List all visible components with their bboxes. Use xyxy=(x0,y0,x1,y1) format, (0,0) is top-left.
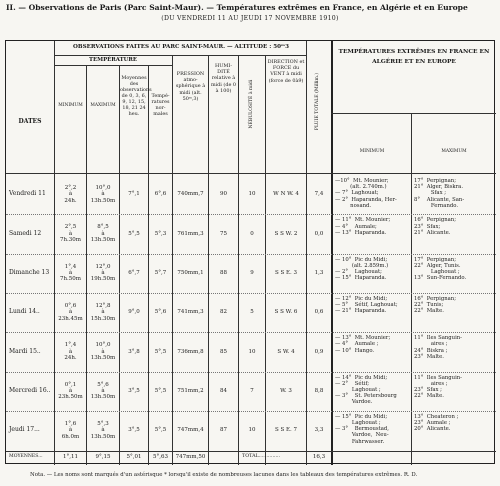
cell-emin: — 10° Pic du Midi; (alt. 2.859m.) — 2° Laghouat; — 15° Haparanda. xyxy=(335,256,389,282)
cell-emax: 11° Iles Sanguin- aires ; 23° Sfax ; 22° Malte. xyxy=(414,374,462,400)
col-divider xyxy=(172,55,173,465)
cell-max: 5°,3 à 13h.50m xyxy=(90,420,116,440)
cell-min: 2°,5 à 7h.30m xyxy=(59,224,81,244)
cell-neb: 0 xyxy=(250,230,254,237)
moyenne-norm: 5°,63 xyxy=(153,454,168,460)
page-subtitle: (DU VENDREDI 11 AU JEUDI 17 NOVEMBRE 1910) xyxy=(161,15,339,22)
header-observations: OBSERVATIONS FAITES AU PARC SAINT-MAUR. — ALTITUDE : 50ᵐ3 xyxy=(72,44,290,50)
cell-date: Samedi 12 xyxy=(9,229,42,237)
header-humidite: HUMI-DITÉ relative à midi (de 0 à 100) xyxy=(210,63,237,94)
row-separator xyxy=(6,254,496,255)
cell-emax: 17° Perpignan; 22° Alger, Tunis. Laghouat ; 13° Sun-Fernando. xyxy=(414,256,467,282)
page-title: II. — Observations de Paris (Parc Saint-Maur). — Températures extrêmes en France, en Algérie et en Europe xyxy=(6,3,468,12)
header-normales: Tempé-ratures nor-males xyxy=(151,93,170,117)
cell-hum: 90 xyxy=(220,191,227,198)
cell-emin: — 13° Mt. Mounier; — 4° Aumale ; — 10° Hango. xyxy=(335,335,391,354)
cell-vent: S S E. 7 xyxy=(274,427,298,434)
col-divider xyxy=(119,65,120,465)
cell-min: 1°,4 à 24h. xyxy=(64,342,77,362)
cell-neb: 9 xyxy=(250,270,254,277)
footnote: Nota. — Les noms sont marqués d'un astérisque * lorsqu'il existe de nombreuses lacunes dans les tableaux des températures extrêmes. R. D. xyxy=(30,472,418,478)
cell-max: 10°,0 à 13h.50m xyxy=(90,342,116,362)
col-divider xyxy=(238,55,239,465)
cell-emin: — 11° Mt. Mounier; — 4° Aumale; — 13° Haparanda. xyxy=(335,217,391,236)
cell-press: 750mm,1 xyxy=(177,270,204,277)
cell-emax: 17° Perpignan; 21° Alger, Biskra. Sfax ; 8° Alicante, San- Fernando. xyxy=(414,178,465,209)
cell-emin: — 12° Pic du Midi; — 5° Sétif, Laghouat; — 21° Haparanda. xyxy=(335,295,398,315)
cell-vent: S S W. 6 xyxy=(274,309,298,316)
header-moyennes: Moyennes des observations de 0, 3, 6, 9, 12, 15, 18, 21 24 heu. xyxy=(120,75,152,117)
row-divider xyxy=(331,113,496,114)
cell-hum: 75 xyxy=(220,230,227,237)
moyenne-min: 1°,11 xyxy=(63,454,78,460)
row-divider xyxy=(6,451,496,452)
cell-max: 8°,5 à 13h.50m xyxy=(90,224,116,244)
cell-neb: 7 xyxy=(250,387,254,394)
cell-date: Dimanche 13 xyxy=(9,269,50,277)
total-label: TOTAL.............. xyxy=(242,454,281,459)
cell-norm: 5°,7 xyxy=(154,270,167,277)
moyenne-press: 747mm,50 xyxy=(175,454,206,460)
cell-emin: — 15° Pic du Midi; Laghouat ; — 3° Bermoustad, Vardoe, Neu- Fahrwasser. xyxy=(335,413,389,445)
header-pression: PRESSION atmo-sphérique à midi (alt. 50ᵐ,3) xyxy=(175,71,206,102)
row-separator xyxy=(6,411,496,412)
cell-hum: 88 xyxy=(220,270,227,277)
moyenne-max: 9°,15 xyxy=(95,454,111,460)
cell-emin: —10° Mt. Mounier; (alt. 2.740m.) — 7° Laghouat; — 2° Haparanda, Her- nosand. xyxy=(335,178,397,209)
cell-date: Mardi 15.. xyxy=(9,347,41,355)
cell-emax: 16° Perpignan; 22° Tunis; 22° Malte. xyxy=(414,295,456,315)
cell-hum: 82 xyxy=(220,309,227,316)
cell-pluie: 7,4 xyxy=(314,191,324,198)
row-separator xyxy=(6,372,496,373)
cell-min: 0°,1 à 23h.50m xyxy=(58,381,83,401)
cell-max: 10°,0 à 13h.50m xyxy=(90,185,116,204)
row-separator xyxy=(6,332,496,333)
cell-moy: 9°,0 xyxy=(128,309,140,316)
cell-min: 1°,6 à 6h.0m xyxy=(61,420,80,440)
cell-press: 761mm,3 xyxy=(177,230,204,237)
row-divider xyxy=(54,55,306,56)
header-ext-minimum: MINIMUM xyxy=(359,149,385,154)
header-extremes: TEMPÉRATURES EXTRÊMES EN FRANCE EN ALGÉRIE ET EN EUROPE xyxy=(338,48,490,65)
row-separator xyxy=(6,293,496,294)
cell-norm: 5°,3 xyxy=(154,230,167,237)
moyenne-moy: 5°,01 xyxy=(126,454,142,460)
header-minimum: MINIMUM xyxy=(58,103,83,108)
cell-moy: 3°,8 xyxy=(128,348,140,355)
cell-pluie: 1,3 xyxy=(314,270,324,277)
cell-pluie: 0,0 xyxy=(314,230,324,237)
cell-pluie: 3,3 xyxy=(314,427,324,434)
header-direction: DIRECTION et FORCE du VENT à midi (force de 0à9) xyxy=(267,59,305,84)
header-maximum: MAXIMUM xyxy=(90,103,116,108)
cell-vent: S W. 4 xyxy=(277,348,295,355)
cell-emax: 13° Cheateron ; 23° Aumale ; 20° Alicante. xyxy=(414,413,459,433)
header-temperature: TEMPÉRATURE xyxy=(89,57,137,63)
cell-vent: S S W. 2 xyxy=(274,230,298,237)
cell-norm: 5°,5 xyxy=(154,427,167,434)
cell-press: 740mm,7 xyxy=(177,191,204,198)
row-separator xyxy=(6,214,496,215)
header-dates: DATES xyxy=(18,118,42,125)
header-ext-maximum: MAXIMUM xyxy=(441,149,467,154)
cell-min: 1°,4 à 7h.50m xyxy=(59,263,81,283)
cell-pluie: 8,8 xyxy=(314,387,324,394)
cell-norm: 5°,6 xyxy=(154,309,167,316)
cell-vent: W N W. 4 xyxy=(273,191,299,198)
cell-emin: — 14° Pic du Midi; — 2° Sétif; Laghouat ; — 3° St. Petersbourg Vardoe. xyxy=(335,374,397,406)
cell-min: 2°,2 à 24h. xyxy=(64,185,77,204)
cell-norm: 5°,5 xyxy=(154,387,167,394)
cell-press: 751mm,2 xyxy=(177,387,204,394)
cell-date: Lundi 14.. xyxy=(9,308,40,316)
col-divider xyxy=(208,55,209,465)
cell-moy: 3°,5 xyxy=(128,427,140,434)
cell-emax: 16° Perpignan; 23° Sfax; 21° Alicante. xyxy=(414,217,456,236)
cell-press: 741mm,3 xyxy=(177,309,204,316)
cell-date: Jeudi 17... xyxy=(9,426,40,434)
col-divider xyxy=(148,65,149,465)
header-nebulosite: NÉBULOSITÉ à midi xyxy=(248,79,254,129)
cell-max: 12°,0 à 19h.50m xyxy=(90,263,116,283)
cell-moy: 7°,1 xyxy=(128,191,140,198)
cell-moy: 3°,5 xyxy=(128,387,140,394)
cell-press: 747mm,4 xyxy=(177,427,204,434)
cell-moy: 6°,7 xyxy=(128,270,140,277)
cell-max: 12°,8 à 15h.30m xyxy=(90,302,116,322)
cell-date: Mercredi 16.. xyxy=(9,386,51,394)
col-divider xyxy=(411,113,412,465)
total-pluie: 16,3 xyxy=(312,454,326,460)
cell-vent: S S E. 3 xyxy=(274,270,298,277)
cell-neb: 10 xyxy=(248,348,256,355)
cell-min: 0°,6 à 23h.45m xyxy=(58,302,83,322)
cell-date: Vendredi 11 xyxy=(9,190,46,198)
cell-neb: 10 xyxy=(248,427,256,434)
cell-norm: 6°,6 xyxy=(154,191,167,198)
cell-neb: 5 xyxy=(250,309,254,316)
cell-emax: 11° Iles Sanguin- aires ; 24° Biskra ; 23° Malte. xyxy=(414,335,462,360)
row-divider xyxy=(54,65,172,66)
cell-max: 5°,6 à 13h.50m xyxy=(90,381,116,401)
header-pluie: PLUIE TOTALE (Millim.) xyxy=(314,72,320,131)
cell-vent: W. 3 xyxy=(280,387,292,394)
cell-press: 736mm,8 xyxy=(177,348,204,355)
cell-hum: 84 xyxy=(220,387,227,394)
cell-neb: 10 xyxy=(248,191,256,198)
moyennes-label: MOYENNES... xyxy=(9,454,43,459)
cell-moy: 5°,5 xyxy=(128,230,140,237)
cell-norm: 5°,5 xyxy=(154,348,167,355)
cell-hum: 87 xyxy=(220,427,227,434)
cell-pluie: 0,6 xyxy=(314,309,324,316)
observation-table xyxy=(5,40,495,464)
col-divider xyxy=(265,55,266,465)
cell-pluie: 0,9 xyxy=(314,348,324,355)
row-divider xyxy=(6,173,496,174)
cell-hum: 85 xyxy=(220,348,227,355)
